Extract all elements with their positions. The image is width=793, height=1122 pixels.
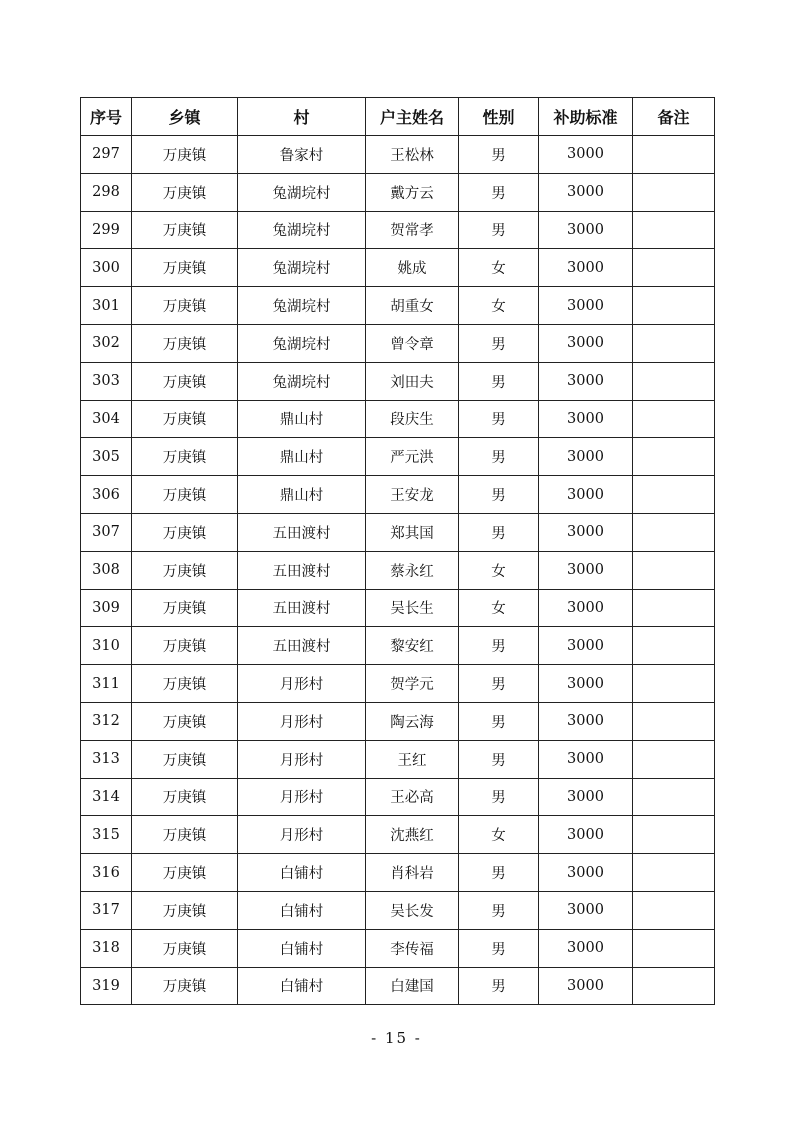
cell-col-remarks — [633, 854, 715, 892]
cell-col-householder: 白建国 — [366, 967, 459, 1005]
table-body — [81, 136, 715, 1005]
table-row — [81, 929, 715, 967]
cell-col-remarks — [633, 702, 715, 740]
cell-col-gender: 男 — [459, 476, 539, 514]
table-row — [81, 324, 715, 362]
cell-col-gender: 男 — [459, 438, 539, 476]
cell-col-village: 五田渡村 — [238, 551, 366, 589]
header-row — [81, 98, 715, 136]
cell-col-village: 兔湖垸村 — [238, 249, 366, 287]
table-row — [81, 854, 715, 892]
cell-col-subsidy: 3000 — [539, 324, 633, 362]
cell-col-village: 兔湖垸村 — [238, 324, 366, 362]
cell-col-index: 317 — [81, 891, 132, 929]
cell-col-town: 万庚镇 — [132, 513, 238, 551]
cell-col-remarks — [633, 400, 715, 438]
header-col-village: 村 — [238, 98, 366, 136]
cell-col-village: 兔湖垸村 — [238, 173, 366, 211]
cell-col-town: 万庚镇 — [132, 211, 238, 249]
cell-col-index: 302 — [81, 324, 132, 362]
table-row — [81, 136, 715, 174]
table-row — [81, 589, 715, 627]
cell-col-village: 鼎山村 — [238, 476, 366, 514]
table-row — [81, 476, 715, 514]
cell-col-householder: 郑其国 — [366, 513, 459, 551]
cell-col-index: 312 — [81, 702, 132, 740]
cell-col-householder: 戴方云 — [366, 173, 459, 211]
cell-col-index: 308 — [81, 551, 132, 589]
cell-col-village: 月形村 — [238, 778, 366, 816]
table-row — [81, 665, 715, 703]
cell-col-subsidy: 3000 — [539, 173, 633, 211]
table-row — [81, 967, 715, 1005]
cell-col-subsidy: 3000 — [539, 854, 633, 892]
cell-col-index: 311 — [81, 665, 132, 703]
cell-col-subsidy: 3000 — [539, 778, 633, 816]
cell-col-town: 万庚镇 — [132, 665, 238, 703]
cell-col-index: 301 — [81, 287, 132, 325]
cell-col-remarks — [633, 438, 715, 476]
cell-col-remarks — [633, 778, 715, 816]
cell-col-gender: 女 — [459, 551, 539, 589]
cell-col-village: 鲁家村 — [238, 136, 366, 174]
header-col-index: 序号 — [81, 98, 132, 136]
cell-col-village: 五田渡村 — [238, 627, 366, 665]
cell-col-village: 白铺村 — [238, 929, 366, 967]
cell-col-gender: 男 — [459, 173, 539, 211]
cell-col-town: 万庚镇 — [132, 400, 238, 438]
cell-col-householder: 吴长生 — [366, 589, 459, 627]
cell-col-remarks — [633, 740, 715, 778]
cell-col-index: 303 — [81, 362, 132, 400]
table-row — [81, 513, 715, 551]
cell-col-householder: 胡重女 — [366, 287, 459, 325]
cell-col-village: 兔湖垸村 — [238, 362, 366, 400]
table-row — [81, 740, 715, 778]
page-number: - 15 - — [371, 1029, 422, 1047]
cell-col-gender: 男 — [459, 400, 539, 438]
cell-col-subsidy: 3000 — [539, 891, 633, 929]
cell-col-index: 319 — [81, 967, 132, 1005]
cell-col-subsidy: 3000 — [539, 627, 633, 665]
cell-col-town: 万庚镇 — [132, 249, 238, 287]
cell-col-remarks — [633, 929, 715, 967]
cell-col-householder: 段庆生 — [366, 400, 459, 438]
cell-col-householder: 王红 — [366, 740, 459, 778]
cell-col-gender: 男 — [459, 627, 539, 665]
cell-col-town: 万庚镇 — [132, 324, 238, 362]
cell-col-gender: 男 — [459, 665, 539, 703]
cell-col-town: 万庚镇 — [132, 438, 238, 476]
cell-col-index: 313 — [81, 740, 132, 778]
cell-col-index: 316 — [81, 854, 132, 892]
header-col-remarks: 备注 — [633, 98, 715, 136]
cell-col-village: 月形村 — [238, 665, 366, 703]
cell-col-gender: 男 — [459, 891, 539, 929]
cell-col-gender: 男 — [459, 513, 539, 551]
cell-col-householder: 沈燕红 — [366, 816, 459, 854]
cell-col-town: 万庚镇 — [132, 173, 238, 211]
cell-col-index: 305 — [81, 438, 132, 476]
table-row — [81, 891, 715, 929]
cell-col-remarks — [633, 627, 715, 665]
cell-col-remarks — [633, 551, 715, 589]
header-col-subsidy: 补助标准 — [539, 98, 633, 136]
table-row — [81, 362, 715, 400]
cell-col-town: 万庚镇 — [132, 362, 238, 400]
table-row — [81, 551, 715, 589]
cell-col-village: 兔湖垸村 — [238, 211, 366, 249]
cell-col-village: 鼎山村 — [238, 400, 366, 438]
cell-col-remarks — [633, 324, 715, 362]
cell-col-gender: 男 — [459, 740, 539, 778]
cell-col-householder: 贺学元 — [366, 665, 459, 703]
cell-col-village: 鼎山村 — [238, 438, 366, 476]
cell-col-index: 318 — [81, 929, 132, 967]
cell-col-remarks — [633, 891, 715, 929]
cell-col-remarks — [633, 589, 715, 627]
cell-col-gender: 男 — [459, 136, 539, 174]
cell-col-subsidy: 3000 — [539, 589, 633, 627]
cell-col-remarks — [633, 513, 715, 551]
cell-col-town: 万庚镇 — [132, 854, 238, 892]
cell-col-town: 万庚镇 — [132, 627, 238, 665]
table-row — [81, 702, 715, 740]
cell-col-subsidy: 3000 — [539, 929, 633, 967]
cell-col-index: 314 — [81, 778, 132, 816]
cell-col-remarks — [633, 816, 715, 854]
cell-col-gender: 男 — [459, 854, 539, 892]
cell-col-town: 万庚镇 — [132, 967, 238, 1005]
cell-col-subsidy: 3000 — [539, 740, 633, 778]
cell-col-remarks — [633, 362, 715, 400]
cell-col-householder: 李传福 — [366, 929, 459, 967]
cell-col-town: 万庚镇 — [132, 287, 238, 325]
cell-col-village: 兔湖垸村 — [238, 287, 366, 325]
cell-col-householder: 王必高 — [366, 778, 459, 816]
cell-col-subsidy: 3000 — [539, 513, 633, 551]
cell-col-subsidy: 3000 — [539, 136, 633, 174]
cell-col-householder: 严元洪 — [366, 438, 459, 476]
cell-col-householder: 蔡永红 — [366, 551, 459, 589]
cell-col-town: 万庚镇 — [132, 816, 238, 854]
cell-col-householder: 黎安红 — [366, 627, 459, 665]
cell-col-subsidy: 3000 — [539, 287, 633, 325]
cell-col-remarks — [633, 249, 715, 287]
cell-col-village: 月形村 — [238, 702, 366, 740]
cell-col-village: 五田渡村 — [238, 589, 366, 627]
cell-col-householder: 王安龙 — [366, 476, 459, 514]
cell-col-subsidy: 3000 — [539, 476, 633, 514]
cell-col-remarks — [633, 967, 715, 1005]
cell-col-village: 五田渡村 — [238, 513, 366, 551]
cell-col-remarks — [633, 665, 715, 703]
cell-col-gender: 男 — [459, 362, 539, 400]
cell-col-village: 白铺村 — [238, 854, 366, 892]
cell-col-subsidy: 3000 — [539, 551, 633, 589]
cell-col-town: 万庚镇 — [132, 551, 238, 589]
cell-col-town: 万庚镇 — [132, 891, 238, 929]
header-col-householder: 户主姓名 — [366, 98, 459, 136]
cell-col-index: 306 — [81, 476, 132, 514]
cell-col-gender: 男 — [459, 702, 539, 740]
cell-col-householder: 吴长发 — [366, 891, 459, 929]
header-col-gender: 性别 — [459, 98, 539, 136]
cell-col-town: 万庚镇 — [132, 136, 238, 174]
cell-col-remarks — [633, 136, 715, 174]
cell-col-subsidy: 3000 — [539, 362, 633, 400]
cell-col-index: 309 — [81, 589, 132, 627]
cell-col-remarks — [633, 173, 715, 211]
cell-col-gender: 女 — [459, 816, 539, 854]
table-header — [81, 98, 715, 136]
table-row — [81, 816, 715, 854]
cell-col-householder: 陶云海 — [366, 702, 459, 740]
cell-col-gender: 男 — [459, 324, 539, 362]
table-row — [81, 211, 715, 249]
cell-col-subsidy: 3000 — [539, 438, 633, 476]
cell-col-village: 月形村 — [238, 740, 366, 778]
table-row — [81, 173, 715, 211]
cell-col-index: 300 — [81, 249, 132, 287]
cell-col-householder: 曾令章 — [366, 324, 459, 362]
cell-col-householder: 肖科岩 — [366, 854, 459, 892]
cell-col-householder: 王松林 — [366, 136, 459, 174]
cell-col-town: 万庚镇 — [132, 740, 238, 778]
cell-col-town: 万庚镇 — [132, 929, 238, 967]
cell-col-town: 万庚镇 — [132, 476, 238, 514]
cell-col-subsidy: 3000 — [539, 249, 633, 287]
cell-col-index: 297 — [81, 136, 132, 174]
cell-col-householder: 贺常孝 — [366, 211, 459, 249]
cell-col-town: 万庚镇 — [132, 589, 238, 627]
cell-col-gender: 女 — [459, 287, 539, 325]
cell-col-town: 万庚镇 — [132, 702, 238, 740]
cell-col-householder: 姚成 — [366, 249, 459, 287]
cell-col-subsidy: 3000 — [539, 400, 633, 438]
table-row — [81, 778, 715, 816]
cell-col-gender: 男 — [459, 967, 539, 1005]
table-row — [81, 627, 715, 665]
cell-col-householder: 刘田夫 — [366, 362, 459, 400]
cell-col-gender: 男 — [459, 211, 539, 249]
cell-col-remarks — [633, 476, 715, 514]
cell-col-gender: 女 — [459, 249, 539, 287]
cell-col-subsidy: 3000 — [539, 211, 633, 249]
cell-col-subsidy: 3000 — [539, 967, 633, 1005]
cell-col-subsidy: 3000 — [539, 702, 633, 740]
table-row — [81, 249, 715, 287]
cell-col-subsidy: 3000 — [539, 665, 633, 703]
table-row — [81, 438, 715, 476]
cell-col-gender: 男 — [459, 778, 539, 816]
cell-col-index: 298 — [81, 173, 132, 211]
cell-col-index: 299 — [81, 211, 132, 249]
table-row — [81, 287, 715, 325]
subsidy-table — [80, 97, 715, 1005]
cell-col-index: 310 — [81, 627, 132, 665]
table-row — [81, 400, 715, 438]
cell-col-town: 万庚镇 — [132, 778, 238, 816]
cell-col-village: 白铺村 — [238, 967, 366, 1005]
cell-col-remarks — [633, 211, 715, 249]
cell-col-subsidy: 3000 — [539, 816, 633, 854]
cell-col-index: 304 — [81, 400, 132, 438]
cell-col-gender: 男 — [459, 929, 539, 967]
cell-col-remarks — [633, 287, 715, 325]
cell-col-index: 307 — [81, 513, 132, 551]
cell-col-index: 315 — [81, 816, 132, 854]
cell-col-gender: 女 — [459, 589, 539, 627]
header-col-town: 乡镇 — [132, 98, 238, 136]
cell-col-village: 月形村 — [238, 816, 366, 854]
cell-col-village: 白铺村 — [238, 891, 366, 929]
